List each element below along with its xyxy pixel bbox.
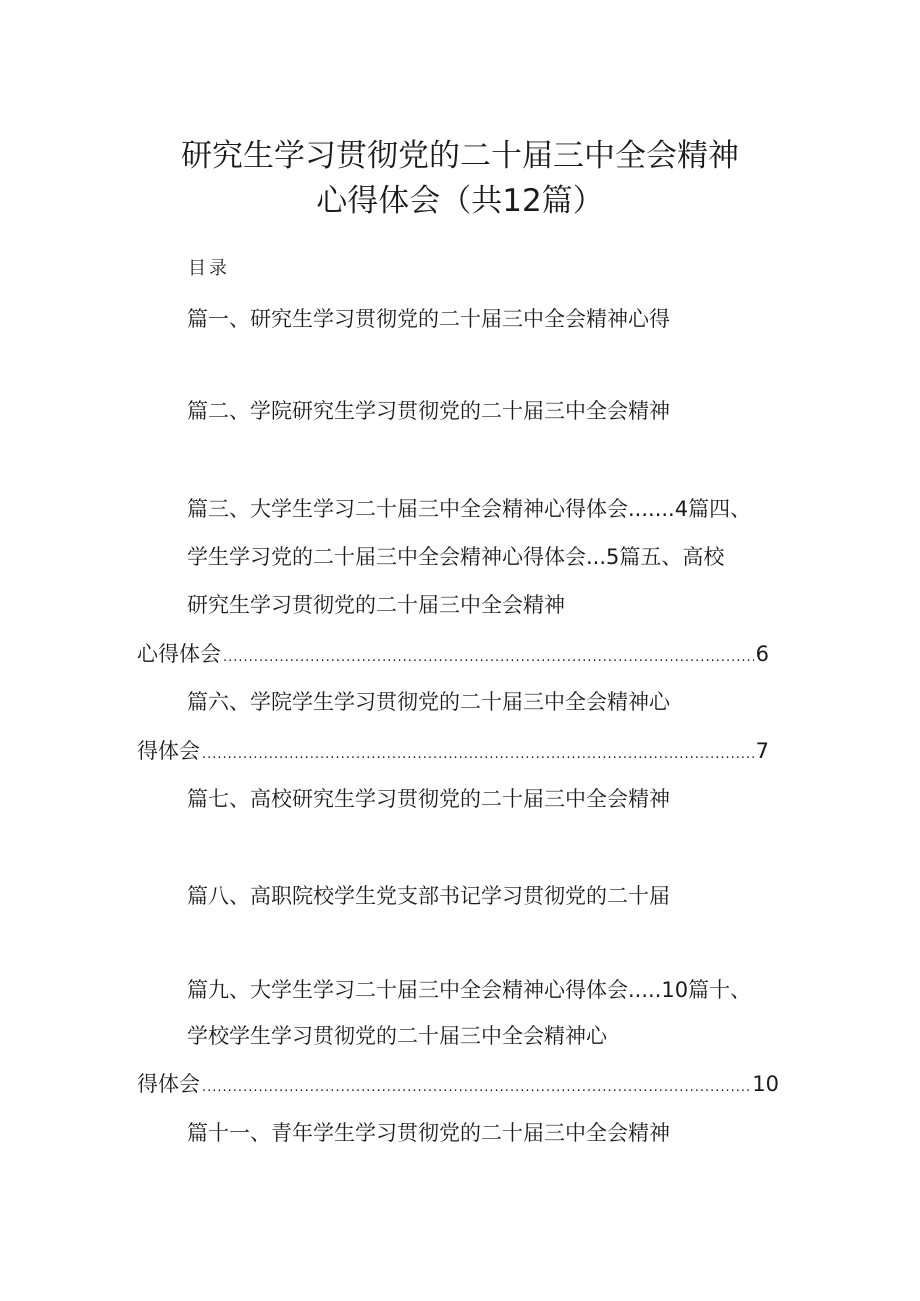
toc-entry-10-line: 学校学生学习贯彻党的二十届三中全会精神心 [187, 1024, 607, 1048]
dot-leader [202, 740, 754, 770]
toc-entry-6-leader-line [137, 736, 769, 770]
toc-entry-6-line-1: 篇六、学院学生学习贯彻党的二十届三中全会精神心 [187, 690, 670, 714]
toc-entry-5-page-number: 6 [755, 642, 769, 666]
toc-entry-11: 篇十一、青年学生学习贯彻党的二十届三中全会精神 [187, 1121, 670, 1145]
toc-entry-7: 篇七、高校研究生学习贯彻党的二十届三中全会精神 [187, 787, 670, 811]
toc-entry-10-leader-line [137, 1069, 779, 1103]
toc-entry-5-line: 研究生学习贯彻党的二十届三中全会精神 [187, 593, 565, 617]
toc-entry-3-line-1: 篇三、大学生学习二十届三中全会精神心得体会.......4篇四、 [187, 497, 752, 521]
toc-entry-5-leader-line [137, 639, 769, 673]
toc-entry-6-page-number: 7 [755, 739, 769, 763]
document-title-line-1: 研究生学习贯彻党的二十届三中全会精神 [181, 138, 739, 174]
toc-entry-10-tail-text: 得体会 [137, 1072, 200, 1096]
toc-entry-6-tail-text: 得体会 [137, 739, 200, 763]
toc-entry-10-page-number: 10 [752, 1072, 779, 1096]
toc-heading: 目录 [188, 258, 230, 279]
toc-entry-1: 篇一、研究生学习贯彻党的二十届三中全会精神心得 [187, 307, 670, 331]
dot-leader [223, 643, 754, 673]
toc-entry-5-tail-text: 心得体会 [137, 642, 221, 666]
toc-entry-8: 篇八、高职院校学生党支部书记学习贯彻党的二十届 [187, 884, 670, 908]
toc-entry-2: 篇二、学院研究生学习贯彻党的二十届三中全会精神 [187, 399, 670, 423]
dot-leader [202, 1073, 750, 1103]
toc-entry-4-line: 学生学习党的二十届三中全会精神心得体会...5篇五、高校 [187, 545, 725, 569]
document-title-line-2: 心得体会（共12篇） [316, 183, 604, 219]
toc-entry-9-line-1: 篇九、大学生学习二十届三中全会精神心得体会.....10篇十、 [187, 978, 752, 1002]
